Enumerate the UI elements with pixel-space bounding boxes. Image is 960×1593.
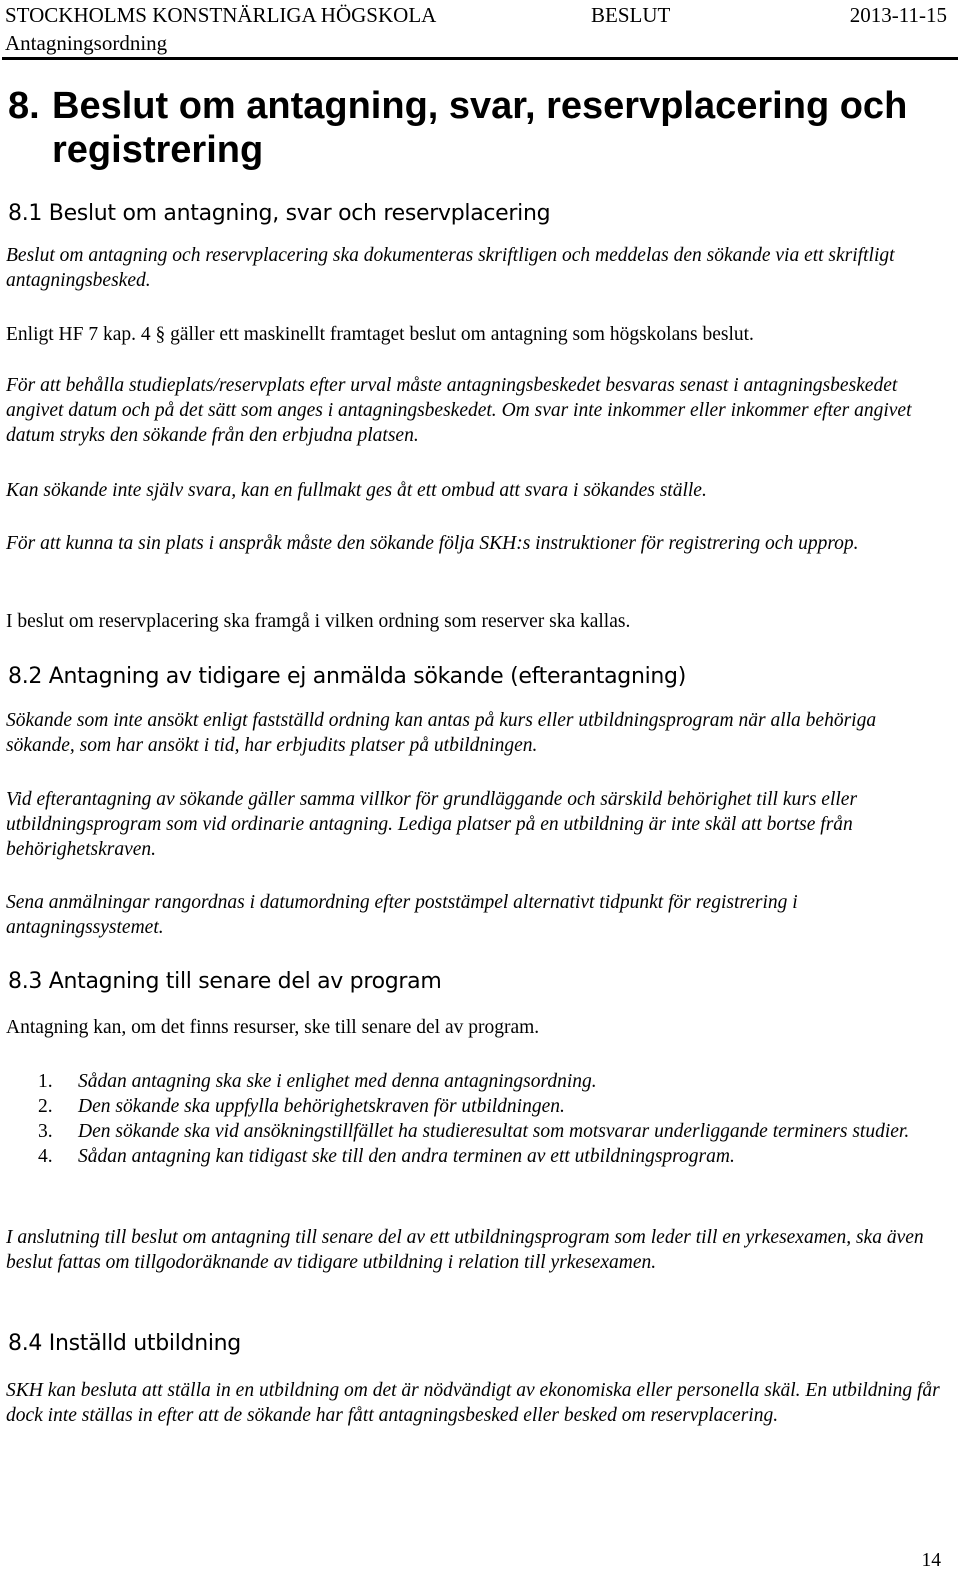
list-item (6, 1119, 941, 1144)
paragraph-8-1-hf (6, 322, 941, 347)
section-sign: § (155, 324, 166, 345)
list-item (6, 1069, 941, 1094)
section-8-title-line2: registrering (52, 129, 264, 171)
paragraph-8-1-answer (6, 373, 941, 448)
header-divider (2, 57, 958, 60)
list-text: Sådan antagning ska ske i enlighet med denna antagningsordning. (78, 1071, 597, 1092)
list-item (6, 1144, 941, 1169)
header-school: STOCKHOLMS KONSTNÄRLIGA HÖGSKOLA (5, 3, 437, 27)
header-date: 2013-11-15 (849, 3, 947, 27)
heading-8-1: 8.1 Beslut om antagning, svar och reservplacering (8, 201, 551, 226)
conditions-list (6, 1069, 941, 1169)
hf-text-after: gäller ett maskinellt framtaget beslut om antagning som högskolans beslut. (165, 324, 754, 345)
page-number: 14 (921, 1550, 941, 1571)
list-number: 1. (38, 1071, 53, 1092)
paragraph-8-1-registration: För att kunna ta sin plats i anspråk måste den sökande följa SKH:s instruktioner för registrering och upprop. (6, 533, 859, 554)
section-8-title-line1: Beslut om antagning, svar, reservplacering och (52, 85, 908, 127)
paragraph-8-1-reserve: I beslut om reservplacering ska framgå i vilken ordning som reserver ska kallas. (6, 611, 631, 632)
paragraph-8-3-degree: I anslutning till beslut om antagning till senare del av ett utbildningsprogram som leder till en yrkesexamen, ska även beslut fattas om tillgodoräknande av tidigare utbildning i relation till yrkesexamen. (6, 1227, 924, 1273)
paragraph-8-2-applicants: Sökande som inte ansökt enligt fastställd ordning kan antas på kurs eller utbildningsprogram när alla behöriga sökande, som har ansökt i tid, har erbjudits platser på utbildningen. (6, 710, 877, 756)
paragraph-8-1-proxy: Kan sökande inte själv svara, kan en fullmakt ges åt ett ombud att svara i sökandes ställe. (6, 480, 707, 501)
section-8-title (8, 84, 938, 172)
section-8-number: 8. (8, 85, 40, 127)
page-header (5, 2, 955, 56)
heading-8-2: 8.2 Antagning av tidigare ej anmälda sökande (efterantagning) (8, 664, 686, 689)
list-number: 3. (38, 1121, 53, 1142)
hf-text-before: Enligt HF 7 kap. 4 (6, 324, 156, 345)
paragraph-8-2-late: Sena anmälningar rangordnas i datumordning efter poststämpel alternativt tidpunkt för registrering i antagningssystemet. (6, 892, 798, 938)
heading-8-3: 8.3 Antagning till senare del av program (8, 969, 442, 994)
paragraph-8-2-eligibility: Vid efterantagning av sökande gäller samma villkor för grundläggande och särskild behörighet till kurs eller utbildningsprogram som vid ordinarie antagning. Lediga platser på en utbildning är inte skäl att bortse från behörighetskraven. (6, 789, 858, 860)
answer-text-rest: Om svar inte inkommer eller inkommer efter angivet datum stryks den sökande från den erbjudna platsen. (6, 400, 912, 446)
list-number: 4. (38, 1146, 53, 1167)
header-subtitle: Antagningsordning (5, 31, 168, 55)
list-text: Den sökande ska uppfylla behörighetskraven för utbildningen. (78, 1096, 565, 1117)
list-item (6, 1094, 941, 1119)
paragraph-8-4-cancel: SKH kan besluta att ställa in en utbildning om det är nödvändigt av ekonomiska eller personella skäl. En utbildning får dock inte ställas in efter att de sökande har fått antagningsbesked eller besked om reservplacering. (6, 1380, 940, 1426)
list-text: Sådan antagning kan tidigast ske till den andra terminen av ett utbildningsprogram. (78, 1146, 735, 1167)
heading-8-4: 8.4 Inställd utbildning (8, 1331, 241, 1356)
list-number: 2. (38, 1096, 53, 1117)
paragraph-8-1-decision: Beslut om antagning och reservplacering ska dokumenteras skriftligen och meddelas den sökande via ett skriftligt antagningsbesked. (6, 245, 895, 291)
answer-text-italic: För att behålla studieplats/reservplats efter urval måste antagningsbeskedet besvaras senast i antagningsbeskedet angivet datum och på det sätt som anges i antagningsbeskedet. (6, 375, 898, 421)
paragraph-8-3-intro: Antagning kan, om det finns resurser, ske till senare del av program. (6, 1017, 540, 1038)
list-text: Den sökande ska vid ansökningstillfället ha studieresultat som motsvarar underliggande terminers studier. (78, 1121, 910, 1142)
header-doc-type: BESLUT (591, 3, 671, 27)
